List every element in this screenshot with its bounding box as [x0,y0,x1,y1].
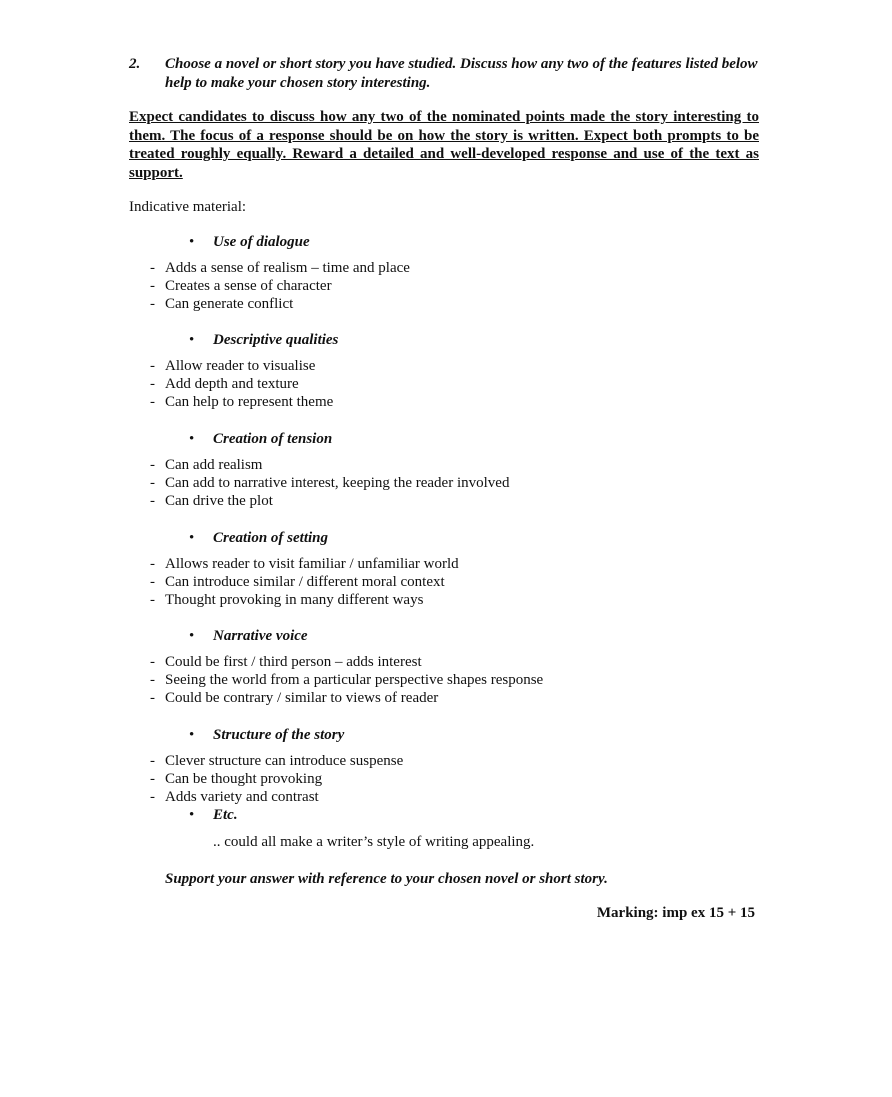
question-text: Choose a novel or short story you have studied. Discuss how any two of the features listed below help to make your chosen story interesting. [165,56,758,91]
dash-icon: - [150,475,155,491]
dash-icon: - [150,789,155,805]
support-instruction: Support your answer with reference to your chosen novel or short story. [165,871,608,887]
bullet-icon: • [189,727,195,743]
feature-point: - Can drive the plot [150,493,273,509]
feature-point-list [150,653,543,707]
feature-heading [189,430,332,448]
dash-icon: - [150,556,155,572]
feature-point: - Allow reader to visualise [150,358,316,374]
dash-icon: - [150,592,155,608]
dash-icon: - [150,457,155,473]
marking-scheme: Marking: imp ex 15 + 15 [596,905,755,921]
dash-icon: - [150,690,155,706]
dash-icon: - [150,493,155,509]
feature-point-list [150,259,410,313]
feature-point: - Can add realism [150,457,263,473]
dash-icon: - [150,654,155,670]
bullet-icon: • [189,530,195,546]
feature-title: Use of dialogue [213,234,310,250]
dash-icon: - [150,394,155,410]
feature-heading [189,233,310,251]
feature-point: - Clever structure can introduce suspense [150,753,404,769]
bullet-icon: • [189,807,195,823]
examiner-expectation: Expect candidates to discuss how any two of the nominated points made the story interesting to them. The focus of a response should be on how the story is written. Expect both prompts to be treated roughly equally. Reward a detailed and well-developed response and use of the text as support. [129,109,759,181]
dash-icon: - [150,574,155,590]
feature-heading [189,726,344,744]
feature-point-list [150,555,459,609]
feature-point: - Could be contrary / similar to views of reader [150,690,439,706]
dash-icon: - [150,296,155,312]
feature-point: - Thought provoking in many different ways [150,592,424,608]
dash-icon: - [150,753,155,769]
feature-title: Structure of the story [213,727,345,743]
bullet-icon: • [189,332,195,348]
dash-icon: - [150,376,155,392]
feature-point: - Can generate conflict [150,296,294,312]
feature-point-list [150,456,509,510]
closing-remark: .. could all make a writer’s style of writing appealing. [213,834,535,850]
feature-point: - Could be first / third person – adds interest [150,654,422,670]
bullet-icon: • [189,628,195,644]
feature-heading [189,331,338,349]
feature-point: - Adds variety and contrast [150,789,319,805]
feature-point-list [150,752,403,806]
dash-icon: - [150,771,155,787]
feature-point-list [150,357,333,411]
feature-title: Creation of tension [213,431,333,447]
feature-point: - Can introduce similar / different moral context [150,574,445,590]
feature-point: - Add depth and texture [150,376,299,392]
feature-title: Narrative voice [213,628,308,644]
dash-icon: - [150,278,155,294]
etc-heading [189,806,238,824]
feature-point: - Can be thought provoking [150,771,323,787]
bullet-icon: • [189,431,195,447]
feature-heading [189,627,308,645]
feature-heading [189,529,328,547]
feature-title: Descriptive qualities [213,332,339,348]
question-number: 2. [129,56,141,72]
feature-point: - Can add to narrative interest, keeping the reader involved [150,475,510,491]
feature-title: Creation of setting [213,530,329,546]
dash-icon: - [150,358,155,374]
dash-icon: - [150,672,155,688]
indicative-label: Indicative material: [129,199,247,215]
feature-point: - Allows reader to visit familiar / unfamiliar world [150,556,459,572]
feature-point: - Seeing the world from a particular perspective shapes response [150,672,544,688]
feature-point: - Adds a sense of realism – time and place [150,260,410,276]
etc-label: Etc. [213,807,238,823]
dash-icon: - [150,260,155,276]
feature-point: - Can help to represent theme [150,394,334,410]
feature-point: - Creates a sense of character [150,278,332,294]
bullet-icon: • [189,234,195,250]
